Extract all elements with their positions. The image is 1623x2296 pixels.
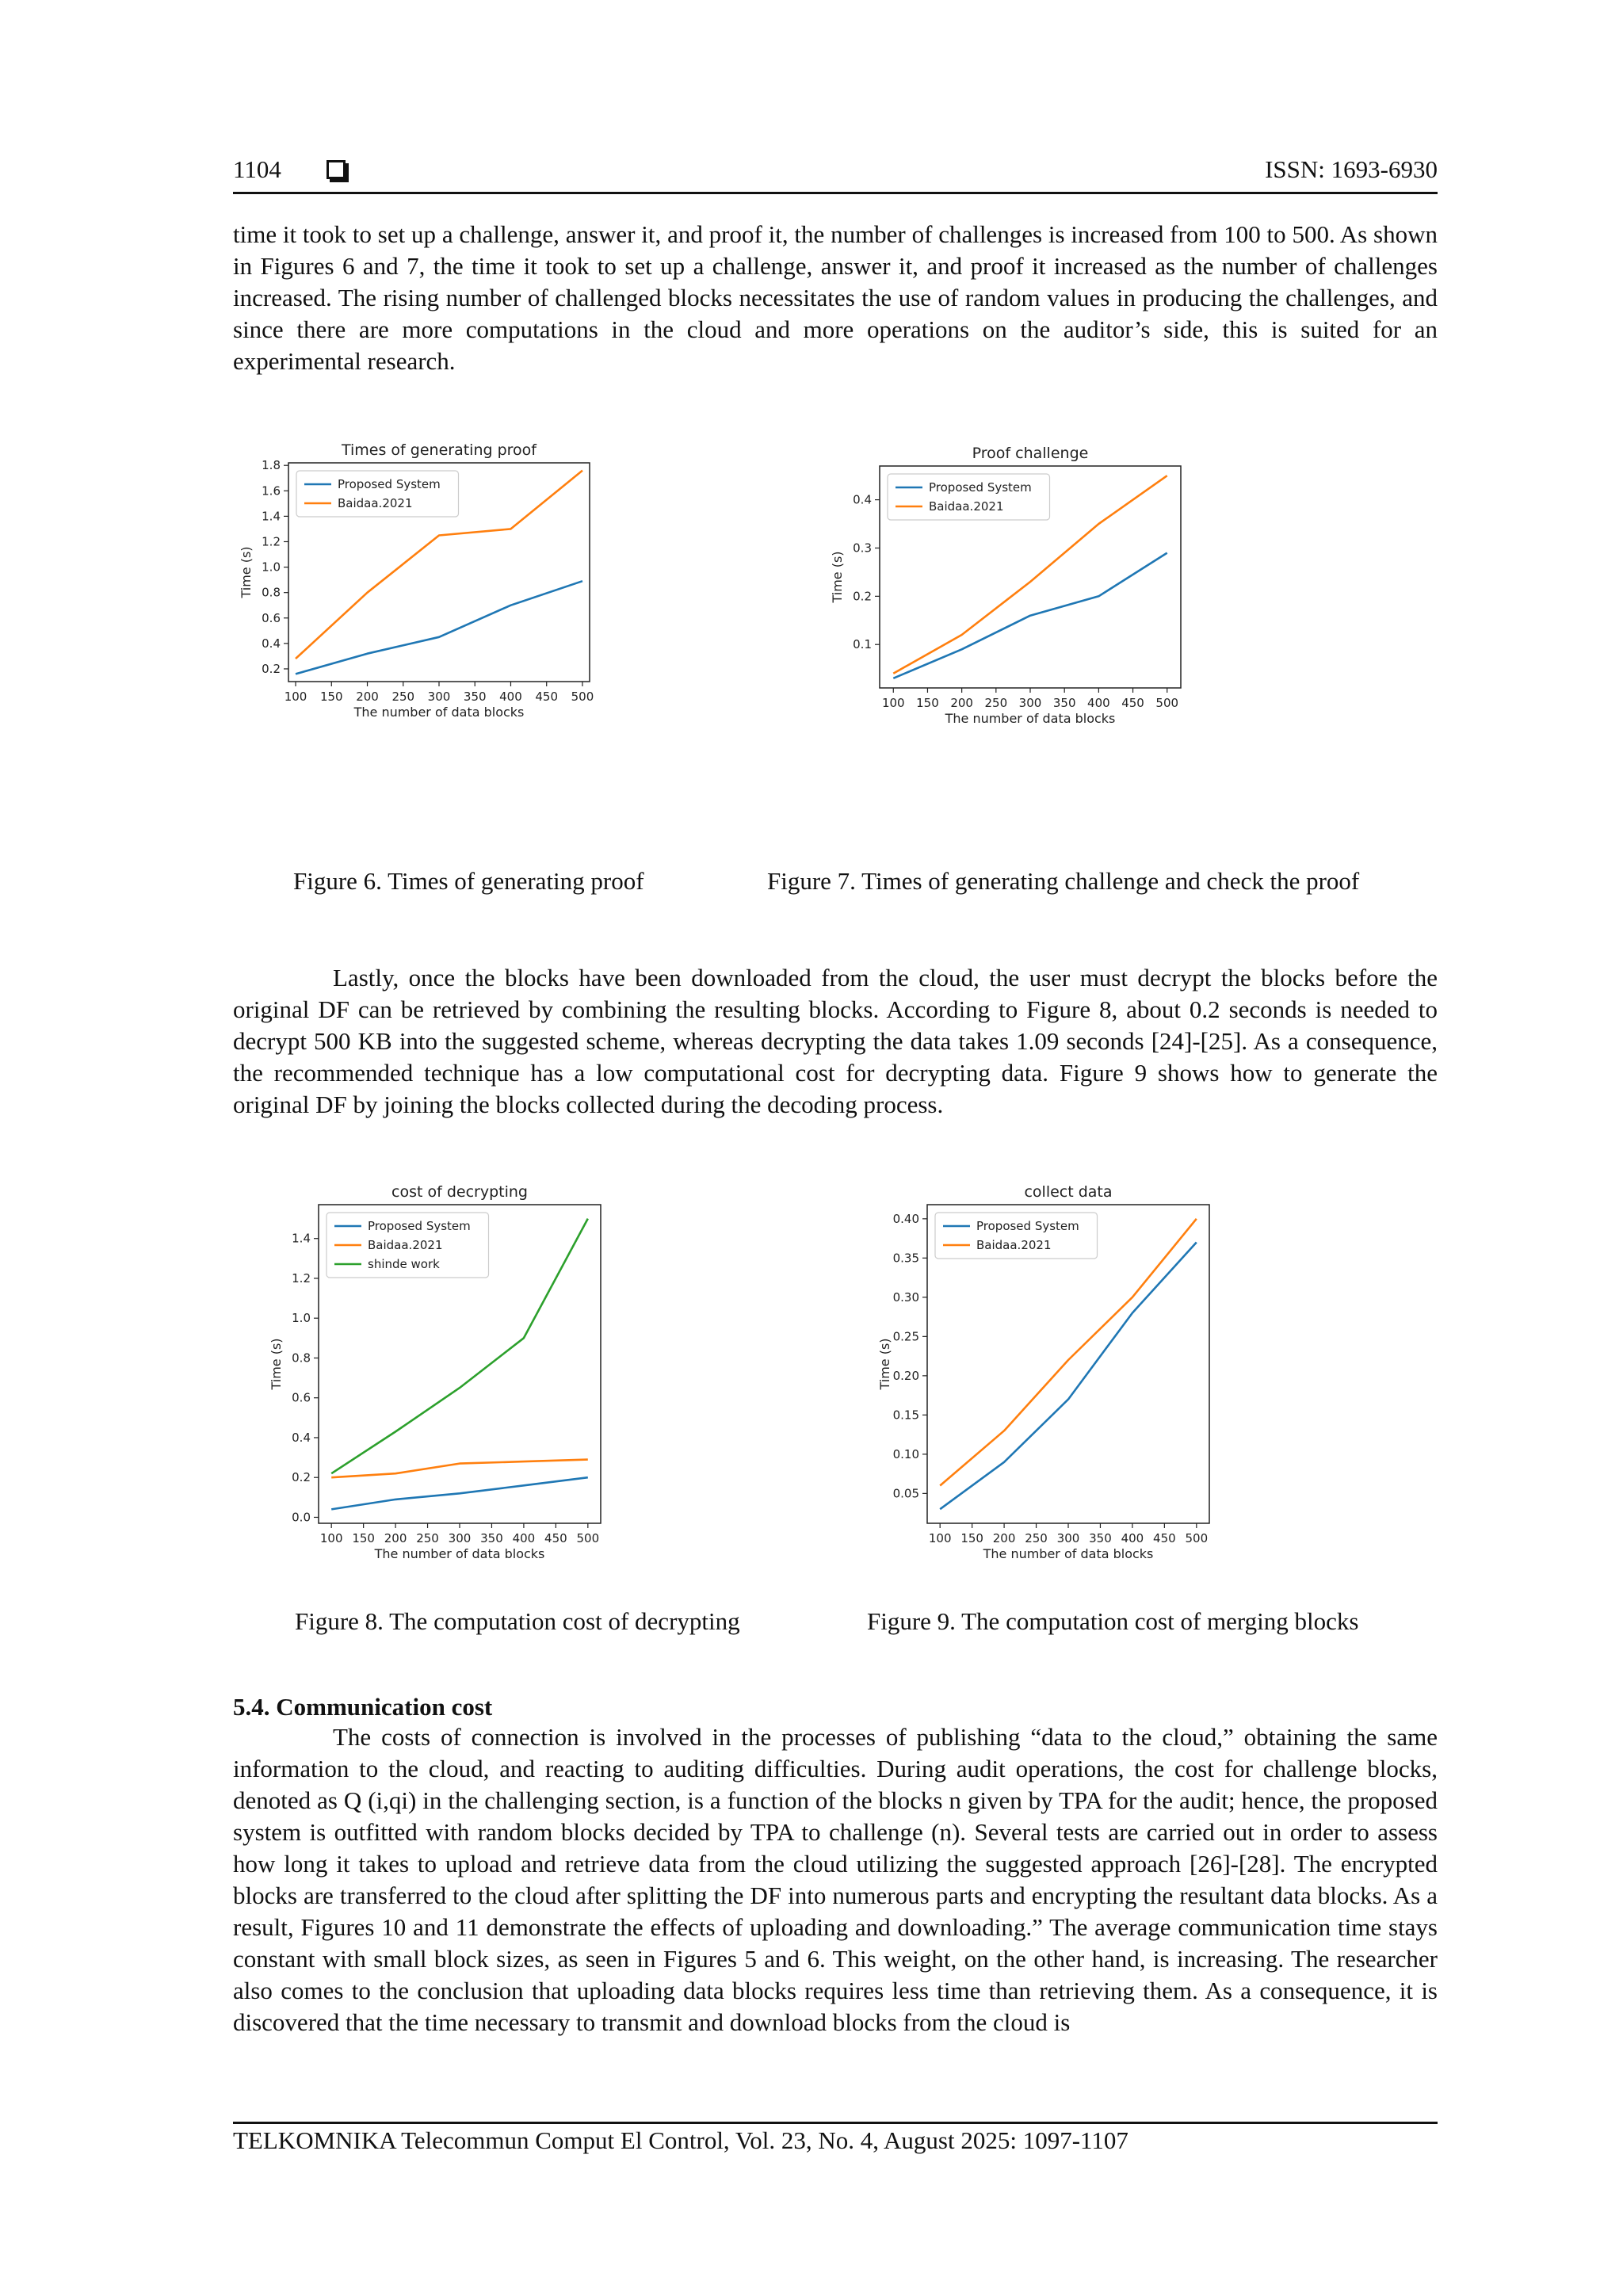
x-tick-label: 150: [916, 696, 939, 710]
legend-label: Proposed System: [338, 477, 441, 491]
x-tick-label: 200: [950, 696, 973, 710]
x-axis-label: The number of data blocks: [945, 711, 1116, 726]
legend-label: Baidaa.2021: [338, 496, 413, 510]
x-tick-label: 300: [1056, 1531, 1080, 1545]
caption-fig9: Figure 9. The computation cost of merging blocks: [867, 1607, 1359, 1635]
legend-label: Baidaa.2021: [929, 499, 1004, 514]
x-tick-label: 500: [1185, 1531, 1209, 1545]
chart-fig7: [824, 434, 1379, 839]
x-tick-label: 100: [284, 690, 307, 704]
page-number: 1104: [233, 155, 281, 183]
square-bullet-icon: [327, 160, 346, 179]
x-tick-label: 400: [499, 690, 522, 704]
chart-title: collect data: [1024, 1183, 1113, 1201]
x-tick-label: 500: [571, 690, 594, 704]
chart-fig6: [233, 434, 748, 839]
caption-fig6: Figure 6. Times of generating proof: [293, 867, 644, 895]
x-tick-label: 300: [448, 1531, 472, 1545]
y-tick-label: 0.6: [262, 610, 281, 625]
x-tick-label: 200: [384, 1531, 407, 1545]
issn-label: ISSN: 1693-6930: [1265, 155, 1438, 183]
y-tick-label: 0.20: [892, 1368, 919, 1383]
series-line-proposed-system: [296, 581, 582, 674]
y-tick-label: 0.4: [853, 492, 872, 507]
x-tick-label: 150: [960, 1531, 983, 1545]
legend-label: Baidaa.2021: [368, 1238, 443, 1252]
x-tick-label: 200: [992, 1531, 1016, 1545]
y-tick-label: 0.10: [892, 1446, 919, 1461]
y-axis-label: Time (s): [269, 1338, 284, 1390]
x-tick-label: 100: [928, 1531, 952, 1545]
y-tick-label: 0.2: [262, 661, 281, 676]
footer-divider: [233, 2122, 1438, 2124]
chart-title: cost of decrypting: [391, 1183, 528, 1201]
x-tick-label: 250: [416, 1531, 439, 1545]
x-tick-label: 350: [1089, 1531, 1112, 1545]
x-tick-label: 450: [1121, 696, 1144, 710]
x-tick-label: 350: [480, 1531, 503, 1545]
y-tick-label: 0.25: [892, 1329, 919, 1344]
chart-fig8: [255, 1170, 826, 1574]
series-line-proposed-system: [893, 553, 1167, 678]
x-tick-label: 400: [1121, 1531, 1144, 1545]
series-line-proposed-system: [331, 1477, 588, 1509]
chart-fig9: [861, 1170, 1431, 1574]
x-tick-label: 250: [391, 690, 415, 704]
x-axis-label: The number of data blocks: [353, 705, 525, 720]
x-tick-label: 400: [1087, 696, 1110, 710]
y-tick-label: 0.40: [892, 1211, 919, 1226]
y-tick-label: 1.0: [262, 560, 281, 575]
y-tick-label: 1.0: [292, 1311, 311, 1326]
y-axis-label: Time (s): [239, 546, 254, 598]
legend-label: Baidaa.2021: [976, 1238, 1052, 1252]
paragraph-communication: The costs of connection is involved in the processes of publishing “data to the cloud,” obtaining the same information to the cloud, and reacting to auditing difficulties. During audit operations, the cost for challenge blocks, denoted as Q (i,qi) in the challenging section, is a function of the blocks n given by TPA for the audit; hence, the proposed system is outfitted with random blocks decided by TPA to challenge (n). Several tests are carried out in order to assess how long it takes to upload and retrieve data from the cloud utilizing the suggested approach [26]-[28]. The encrypted blocks are transferred to the cloud after splitting the DF into numerous parts and encrypting the resultant data blocks. As a result, Figures 10 and 11 demonstrate the effects of uploading and downloading.” The average communication time stays constant with small block sizes, as seen in Figures 5 and 6. This weight, on the other hand, is increasing. The researcher also comes to the conclusion that uploading data blocks requires less time than retrieving them. As a consequence, it is discovered that the time necessary to transmit and download blocks from the cloud is: [233, 1723, 1438, 2036]
legend-label: Proposed System: [976, 1219, 1079, 1233]
x-tick-label: 500: [1155, 696, 1179, 710]
series-line-baidaa-2021: [331, 1460, 588, 1478]
x-tick-label: 450: [1153, 1531, 1176, 1545]
x-tick-label: 150: [319, 690, 343, 704]
x-tick-label: 300: [1018, 696, 1042, 710]
legend-label: shinde work: [368, 1257, 440, 1271]
y-tick-label: 0.2: [853, 589, 872, 604]
y-tick-label: 0.1: [853, 637, 872, 652]
chart-title: Times of generating proof: [342, 441, 537, 459]
y-tick-label: 0.8: [292, 1350, 311, 1366]
x-tick-label: 150: [352, 1531, 375, 1545]
y-tick-label: 1.6: [262, 483, 281, 499]
y-tick-label: 0.0: [292, 1510, 311, 1525]
header-divider: [233, 192, 1438, 194]
footer-citation: TELKOMNIKA Telecommun Comput El Control, Vol. 23, No. 4, August 2025: 1097-1107: [233, 2126, 1128, 2154]
y-tick-label: 0.8: [262, 585, 281, 600]
x-tick-label: 450: [535, 690, 559, 704]
legend-label: Proposed System: [929, 480, 1032, 495]
chart-title: Proof challenge: [972, 445, 1089, 462]
caption-fig8: Figure 8. The computation cost of decrypting: [295, 1607, 740, 1635]
legend-label: Proposed System: [368, 1219, 471, 1233]
paragraph-intro: time it took to set up a challenge, answer it, and proof it, the number of challenges is increased from 100 to 500. As shown in Figures 6 and 7, the time it took to set up a challenge, answer it, and proof it increased as the number of challenges increased. The rising number of challenged blocks necessitates the use of random values in producing the challenges, and since there are more computations in the cloud and more operations on the auditor’s side, this is suited for an experimental research.: [233, 220, 1438, 375]
y-tick-label: 0.15: [892, 1408, 919, 1423]
x-tick-label: 250: [984, 696, 1008, 710]
x-tick-label: 200: [356, 690, 379, 704]
y-tick-label: 0.35: [892, 1251, 919, 1266]
y-tick-label: 0.30: [892, 1289, 919, 1305]
y-tick-label: 0.05: [892, 1486, 919, 1501]
paragraph-decrypt: Lastly, once the blocks have been downloaded from the cloud, the user must decrypt the blocks before the original DF can be retrieved by combining the resulting blocks. According to Figure 8, about 0.2 seconds is needed to decrypt 500 KB into the suggested scheme, whereas decrypting the data takes 1.09 seconds [24]-[25]. As a consequence, the recommended technique has a low computational cost for decrypting data. Figure 9 shows how to generate the original DF by joining the blocks collected during the decoding process.: [233, 964, 1438, 1118]
x-tick-label: 250: [1025, 1531, 1048, 1545]
x-tick-label: 100: [319, 1531, 343, 1545]
y-tick-label: 0.3: [853, 541, 872, 556]
y-tick-label: 1.4: [262, 509, 281, 524]
caption-fig7: Figure 7. Times of generating challenge and check the proof: [767, 867, 1360, 895]
x-axis-label: The number of data blocks: [374, 1546, 545, 1561]
x-tick-label: 300: [427, 690, 451, 704]
y-tick-label: 0.4: [262, 636, 281, 651]
y-tick-label: 1.2: [262, 534, 281, 549]
y-tick-label: 0.2: [292, 1470, 311, 1485]
x-tick-label: 100: [881, 696, 905, 710]
y-tick-label: 0.4: [292, 1430, 311, 1445]
series-line-proposed-system: [940, 1243, 1197, 1510]
y-axis-label: Time (s): [877, 1338, 892, 1390]
y-tick-label: 1.8: [262, 458, 281, 473]
y-tick-label: 0.6: [292, 1390, 311, 1405]
x-tick-label: 350: [1052, 696, 1076, 710]
x-tick-label: 350: [463, 690, 487, 704]
x-axis-label: The number of data blocks: [983, 1546, 1154, 1561]
x-tick-label: 400: [512, 1531, 536, 1545]
x-tick-label: 450: [544, 1531, 567, 1545]
y-axis-label: Time (s): [830, 551, 845, 603]
x-tick-label: 500: [576, 1531, 600, 1545]
y-tick-label: 1.2: [292, 1270, 311, 1286]
y-tick-label: 1.4: [292, 1231, 311, 1246]
section-heading: 5.4. Communication cost: [233, 1693, 493, 1721]
